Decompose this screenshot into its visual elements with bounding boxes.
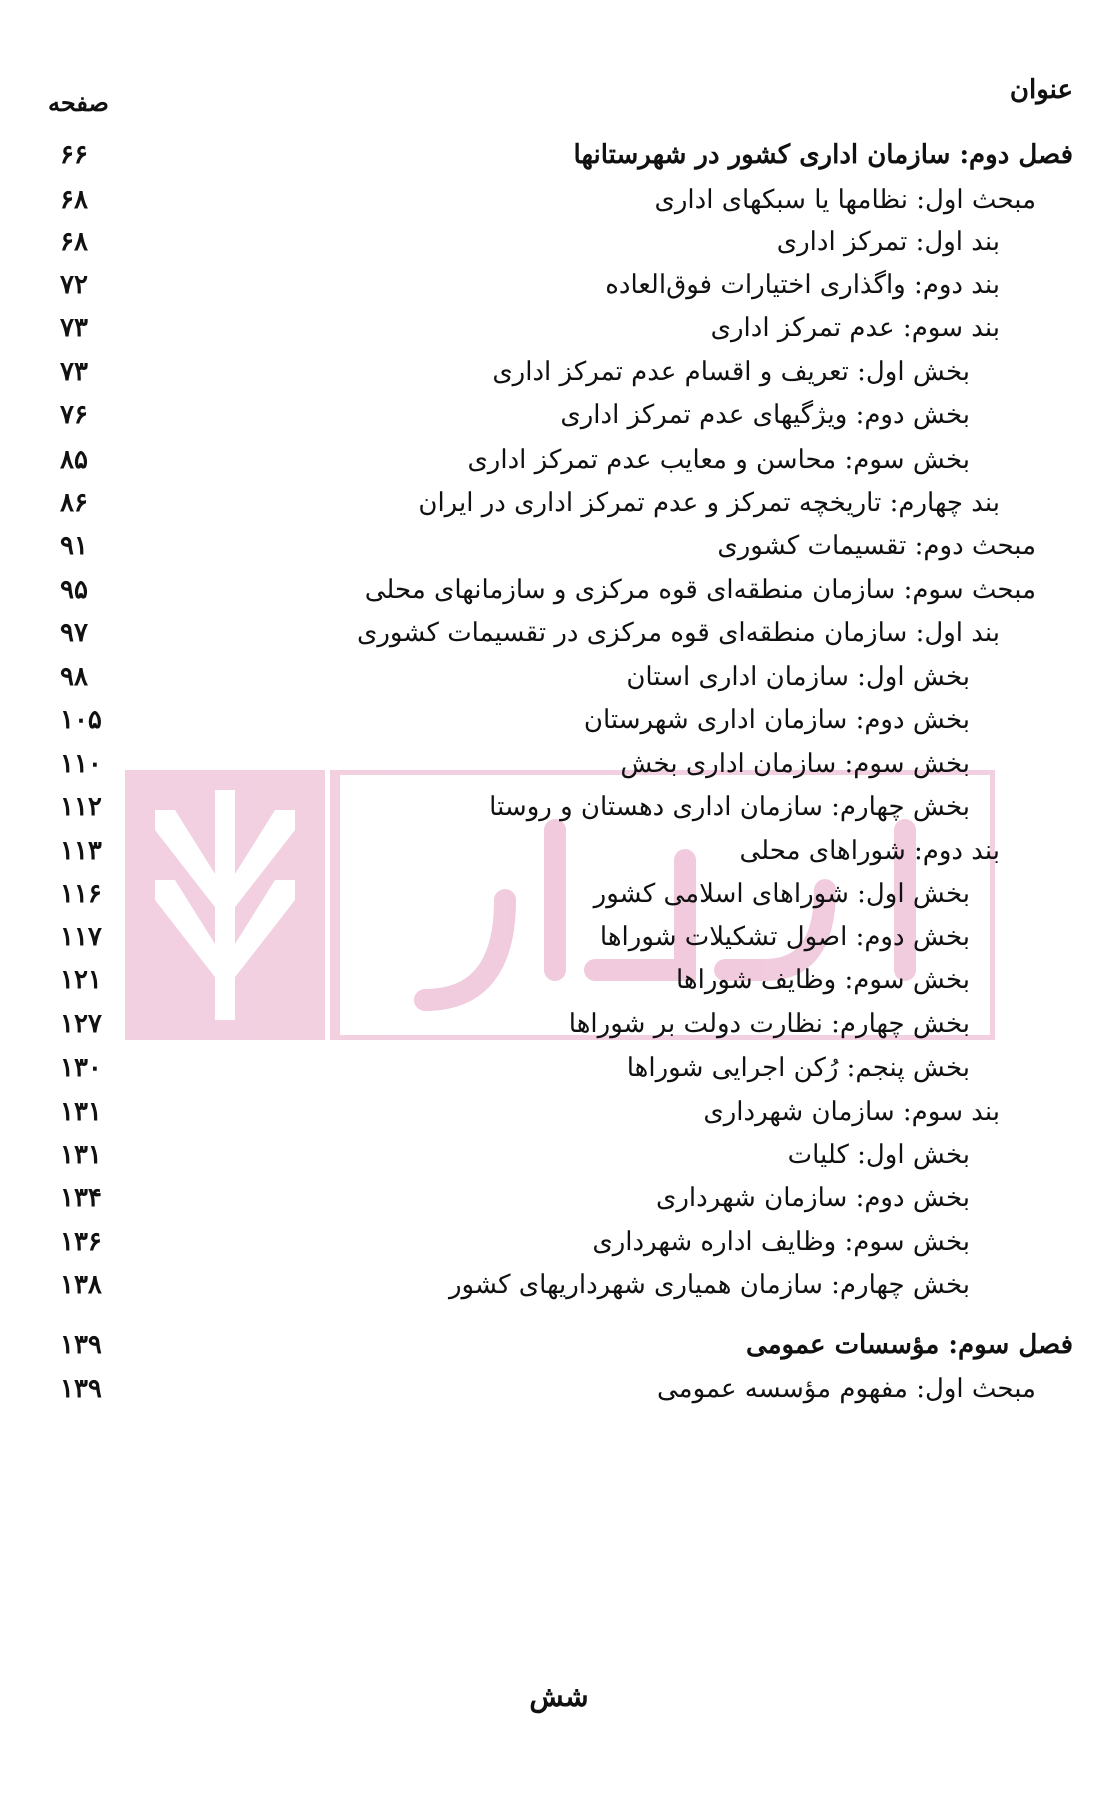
toc-entry-page-number: ۶۸ (60, 227, 88, 257)
toc-entry-page-number: ۹۵ (60, 575, 88, 605)
toc-entry-title: فصل سوم: مؤسسات عمومی (745, 1330, 1073, 1360)
toc-entry-title: فصل دوم: سازمان اداری کشور در شهرستانها (573, 140, 1073, 170)
toc-entry (0, 521, 1118, 571)
toc-entry (0, 130, 1118, 180)
toc-entry-title: بخش دوم: سازمان اداری شهرستان (583, 705, 970, 735)
toc-entry-page-number: ۱۳۸ (60, 1270, 102, 1300)
toc-entry-title: بند چهارم: تاریخچه تمرکز و عدم تمرکز اداری در ایران (418, 488, 1000, 518)
toc-entry-page-number: ۹۸ (60, 662, 88, 692)
toc-entry-title: بخش چهارم: نظارت دولت بر شوراها (568, 1009, 970, 1039)
toc-entry-page-number: ۱۲۱ (60, 965, 102, 995)
toc-entry (0, 1260, 1118, 1310)
toc-title-column-header: عنوان (1009, 75, 1073, 105)
toc-entry (0, 955, 1118, 1005)
toc-entry-page-number: ۱۳۱ (60, 1097, 102, 1127)
toc-entry-page-number: ۹۱ (60, 531, 88, 561)
toc-entry (0, 608, 1118, 658)
toc-entry-title: بند اول: تمرکز اداری (776, 227, 1000, 257)
toc-entry-page-number: ۱۳۶ (60, 1227, 102, 1257)
toc-entry-title: بند سوم: عدم تمرکز اداری (710, 313, 1000, 343)
toc-entry-title: بخش سوم: وظایف اداره شهرداری (592, 1227, 970, 1257)
toc-entry-page-number: ۱۳۴ (60, 1183, 102, 1213)
page-number-footer: شش (529, 1680, 589, 1713)
toc-entry-title: بخش دوم: ویژگیهای عدم تمرکز اداری (560, 400, 970, 430)
toc-entry-title: بخش پنجم: رُکن اجرایی شوراها (626, 1053, 970, 1083)
toc-entry-title: بخش اول: شوراهای اسلامی کشور (593, 879, 970, 909)
toc-entry-title: مبحث سوم: سازمان منطقه‌ای قوه مرکزی و سازمانهای محلی (364, 575, 1036, 605)
toc-entry (0, 390, 1118, 440)
toc-entry-title: بند دوم: واگذاری اختیارات فوق‌العاده (605, 270, 1000, 300)
toc-entry-title: بند اول: سازمان منطقه‌ای قوه مرکزی در تقسیمات کشوری (357, 618, 1000, 648)
toc-entry-title: مبحث اول: نظامها یا سبکهای اداری (654, 185, 1036, 215)
toc-entry-page-number: ۹۷ (60, 618, 88, 648)
toc-entry-title: بخش اول: کلیات (787, 1140, 970, 1170)
toc-entry (0, 1320, 1118, 1370)
toc-entry-page-number: ۱۳۹ (60, 1374, 102, 1404)
toc-entry-title: بخش چهارم: سازمان همیاری شهرداریهای کشور (448, 1270, 970, 1300)
toc-entry-page-number: ۷۶ (60, 400, 88, 430)
toc-entry-page-number: ۶۶ (60, 140, 88, 170)
toc-entry (0, 1043, 1118, 1093)
toc-entry (0, 1364, 1118, 1414)
toc-entry (0, 999, 1118, 1049)
toc-entry-page-number: ۱۱۷ (60, 922, 102, 952)
toc-entry-title: بند سوم: سازمان شهرداری (703, 1097, 1000, 1127)
toc-entry-page-number: ۱۱۰ (60, 749, 102, 779)
toc-entry (0, 303, 1118, 353)
toc-entry-title: بخش سوم: وظایف شوراها (676, 965, 970, 995)
toc-entry-page-number: ۱۱۶ (60, 879, 102, 909)
toc-entry-title: مبحث دوم: تقسیمات کشوری (717, 531, 1036, 561)
toc-entry-page-number: ۱۲۷ (60, 1009, 102, 1039)
toc-entry (0, 1173, 1118, 1223)
toc-entry-title: بخش اول: سازمان اداری استان (626, 662, 970, 692)
toc-entry-page-number: ۱۱۳ (60, 836, 102, 866)
toc-entry-title: بخش دوم: سازمان شهرداری (656, 1183, 970, 1213)
toc-entry-page-number: ۱۱۲ (60, 792, 102, 822)
toc-entry-title: بند دوم: شوراهای محلی (739, 836, 1000, 866)
toc-entry-title: بخش سوم: سازمان اداری بخش (620, 749, 970, 779)
toc-entry-title: بخش اول: تعریف و اقسام عدم تمرکز اداری (492, 357, 970, 387)
toc-entry (0, 782, 1118, 832)
toc-entry-page-number: ۸۶ (60, 488, 88, 518)
toc-entry-title: بخش دوم: اصول تشکیلات شوراها (599, 922, 970, 952)
toc-entry-title: بخش سوم: محاسن و معایب عدم تمرکز اداری (467, 445, 970, 475)
toc-entry-page-number: ۶۸ (60, 185, 88, 215)
toc-entry-page-number: ۸۵ (60, 445, 88, 475)
toc-entry (0, 695, 1118, 745)
toc-entry-page-number: ۱۳۰ (60, 1053, 102, 1083)
toc-entry-title: مبحث اول: مفهوم مؤسسه عمومی (656, 1374, 1036, 1404)
toc-entry-page-number: ۷۳ (60, 313, 88, 343)
toc-entry-page-number: ۷۳ (60, 357, 88, 387)
toc-entry-title: بخش چهارم: سازمان اداری دهستان و روستا (489, 792, 970, 822)
toc-entry-page-number: ۱۰۵ (60, 705, 102, 735)
toc-entry-page-number: ۷۲ (60, 270, 88, 300)
toc-entry-page-number: ۱۳۹ (60, 1330, 102, 1360)
toc-entry-page-number: ۱۳۱ (60, 1140, 102, 1170)
page-column-header: صفحه (48, 88, 109, 117)
